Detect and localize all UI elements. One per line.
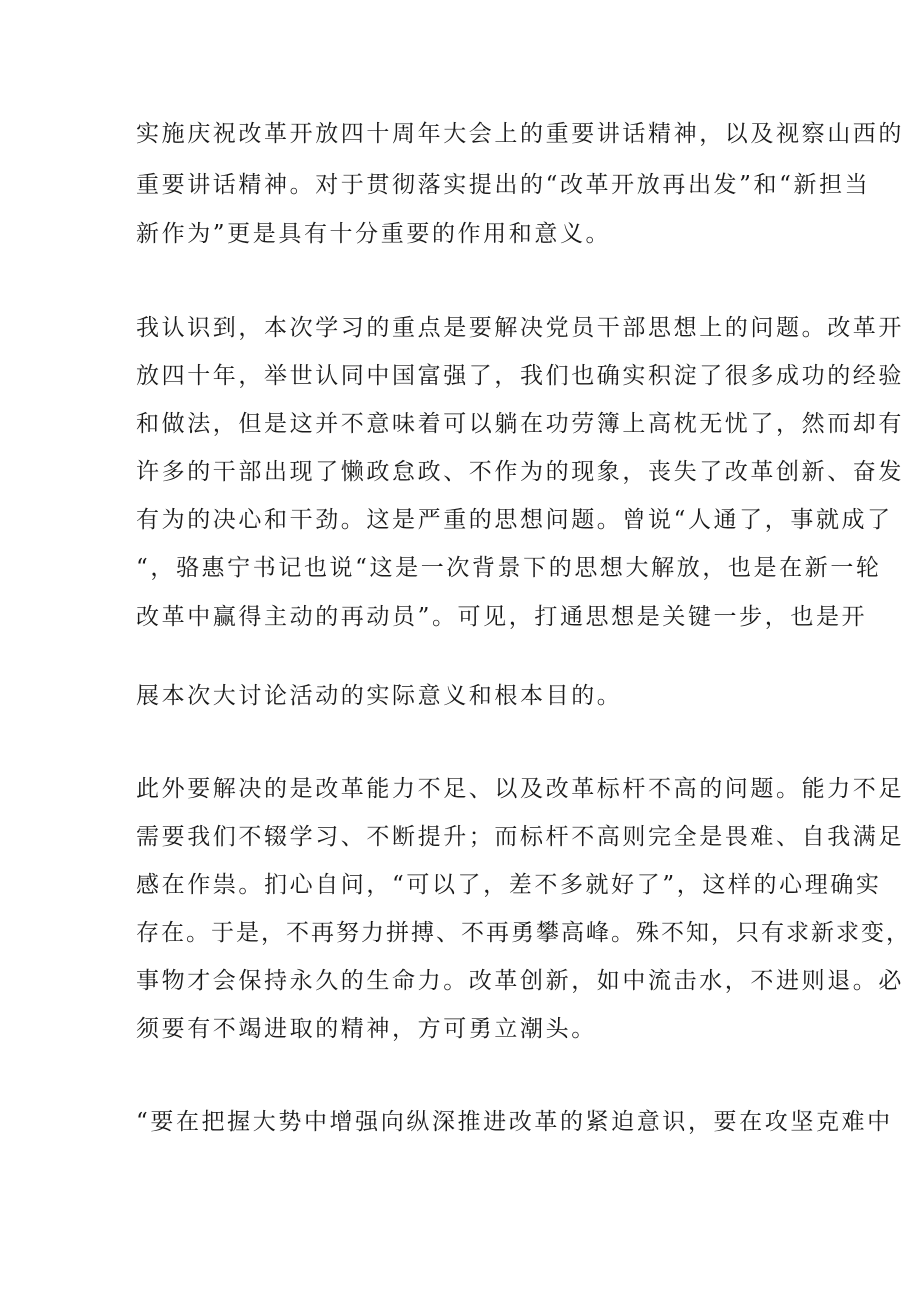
paragraph-2-line-8: 展本次大讨论活动的实际意义和根本目的。 xyxy=(136,683,623,709)
paragraph-3-line-4: 存在。于是，不再努力拼搏、不再勇攀高峰。殊不知，只有求新求变， xyxy=(136,920,911,946)
paragraph-3-line-2: 需要我们不辍学习、不断提升；而标杆不高则完全是畏难、自我满足 xyxy=(136,824,904,850)
paragraph-1-line-3: 新作为”更是具有十分重要的作用和意义。 xyxy=(136,221,612,247)
paragraph-1-line-1: 实施庆祝改革开放四十周年大会上的重要讲话精神，以及视察山西的 xyxy=(136,121,904,147)
paragraph-3-line-5: 事物才会保持永久的生命力。改革创新，如中流击水，不进则退。必 xyxy=(136,968,904,994)
paragraph-3-line-1: 此外要解决的是改革能力不足、以及改革标杆不高的问题。能力不足 xyxy=(136,776,904,802)
paragraph-3-line-3: 感在作祟。扪心自问，“可以了，差不多就好了”，这样的心理确实 xyxy=(136,872,882,898)
paragraph-2-line-6: “，骆惠宁书记也说“这是一次背景下的思想大解放，也是在新一轮 xyxy=(136,555,882,581)
paragraph-2-line-2: 放四十年，举世认同中国富强了，我们也确实积淀了很多成功的经验 xyxy=(136,363,904,389)
paragraph-2-line-3: 和做法，但是这并不意味着可以躺在功劳簿上高枕无忧了，然而却有 xyxy=(136,411,904,437)
paragraph-2-line-4: 许多的干部出现了懒政怠政、不作为的现象，丧失了改革创新、奋发 xyxy=(136,459,904,485)
paragraph-1-line-2: 重要讲话精神。对于贯彻落实提出的“改革开放再出发”和“新担当 xyxy=(136,172,871,198)
paragraph-2-line-5: 有为的决心和干劲。这是严重的思想问题。曾说“人通了，事就成了 xyxy=(136,507,893,533)
paragraph-2-line-7: 改革中赢得主动的再动员”。可见，打通思想是关键一步，也是开 xyxy=(136,604,868,630)
paragraph-4-line-1: “要在把握大势中增强向纵深推进改革的紧迫意识，要在攻坚克难中 xyxy=(136,1109,893,1135)
paragraph-2-line-1: 我认识到，本次学习的重点是要解决党员干部思想上的问题。改革开 xyxy=(136,315,904,341)
paragraph-3-line-6: 须要有不竭进取的精神，方可勇立潮头。 xyxy=(136,1016,597,1042)
